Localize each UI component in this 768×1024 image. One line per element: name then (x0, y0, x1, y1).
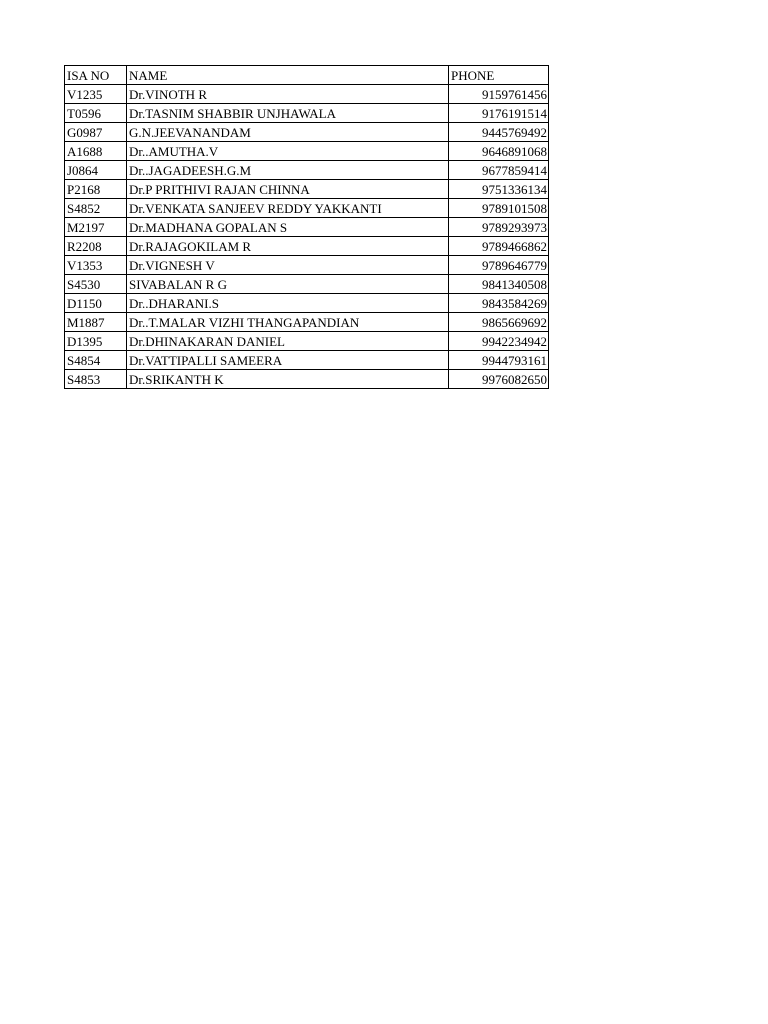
table-row (65, 370, 549, 389)
cell-phone: 9942234942 (449, 332, 549, 351)
table-row (65, 199, 549, 218)
cell-isa-no: G0987 (65, 123, 127, 142)
header-isa-no: ISA NO (65, 66, 127, 85)
cell-isa-no: T0596 (65, 104, 127, 123)
member-table (64, 65, 549, 389)
cell-phone: 9751336134 (449, 180, 549, 199)
cell-isa-no: V1235 (65, 85, 127, 104)
cell-isa-no: S4854 (65, 351, 127, 370)
cell-phone: 9789466862 (449, 237, 549, 256)
cell-isa-no: M2197 (65, 218, 127, 237)
cell-phone: 9677859414 (449, 161, 549, 180)
cell-phone: 9976082650 (449, 370, 549, 389)
cell-phone: 9865669692 (449, 313, 549, 332)
cell-name: G.N.JEEVANANDAM (127, 123, 449, 142)
table-row (65, 256, 549, 275)
table-row (65, 351, 549, 370)
table-row (65, 332, 549, 351)
table-row (65, 142, 549, 161)
table-row (65, 218, 549, 237)
cell-isa-no: V1353 (65, 256, 127, 275)
cell-name: Dr..T.MALAR VIZHI THANGAPANDIAN (127, 313, 449, 332)
cell-name: Dr.DHINAKARAN DANIEL (127, 332, 449, 351)
cell-name: Dr..DHARANI.S (127, 294, 449, 313)
cell-phone: 9789293973 (449, 218, 549, 237)
table-row (65, 85, 549, 104)
cell-isa-no: M1887 (65, 313, 127, 332)
cell-name: Dr.SRIKANTH K (127, 370, 449, 389)
cell-name: Dr.RAJAGOKILAM R (127, 237, 449, 256)
cell-isa-no: S4853 (65, 370, 127, 389)
cell-name: Dr.TASNIM SHABBIR UNJHAWALA (127, 104, 449, 123)
cell-name: Dr..AMUTHA.V (127, 142, 449, 161)
table-row (65, 104, 549, 123)
table-row (65, 180, 549, 199)
cell-name: Dr.VINOTH R (127, 85, 449, 104)
cell-name: Dr..JAGADEESH.G.M (127, 161, 449, 180)
table-row (65, 294, 549, 313)
header-name: NAME (127, 66, 449, 85)
table-row (65, 123, 549, 142)
cell-phone: 9176191514 (449, 104, 549, 123)
cell-isa-no: P2168 (65, 180, 127, 199)
cell-isa-no: S4852 (65, 199, 127, 218)
cell-name: Dr.MADHANA GOPALAN S (127, 218, 449, 237)
table-row (65, 237, 549, 256)
cell-phone: 9841340508 (449, 275, 549, 294)
table-row (65, 313, 549, 332)
header-phone: PHONE (449, 66, 549, 85)
cell-phone: 9789646779 (449, 256, 549, 275)
cell-isa-no: D1150 (65, 294, 127, 313)
cell-name: Dr.VIGNESH V (127, 256, 449, 275)
cell-isa-no: J0864 (65, 161, 127, 180)
cell-name: Dr.VATTIPALLI SAMEERA (127, 351, 449, 370)
cell-phone: 9789101508 (449, 199, 549, 218)
cell-phone: 9944793161 (449, 351, 549, 370)
cell-phone: 9843584269 (449, 294, 549, 313)
cell-name: Dr.VENKATA SANJEEV REDDY YAKKANTI (127, 199, 449, 218)
table-row (65, 275, 549, 294)
cell-phone: 9445769492 (449, 123, 549, 142)
cell-name: SIVABALAN R G (127, 275, 449, 294)
table-header-row (65, 66, 549, 85)
cell-phone: 9159761456 (449, 85, 549, 104)
cell-isa-no: R2208 (65, 237, 127, 256)
cell-isa-no: A1688 (65, 142, 127, 161)
cell-name: Dr.P PRITHIVI RAJAN CHINNA (127, 180, 449, 199)
table-row (65, 161, 549, 180)
cell-isa-no: S4530 (65, 275, 127, 294)
cell-isa-no: D1395 (65, 332, 127, 351)
cell-phone: 9646891068 (449, 142, 549, 161)
